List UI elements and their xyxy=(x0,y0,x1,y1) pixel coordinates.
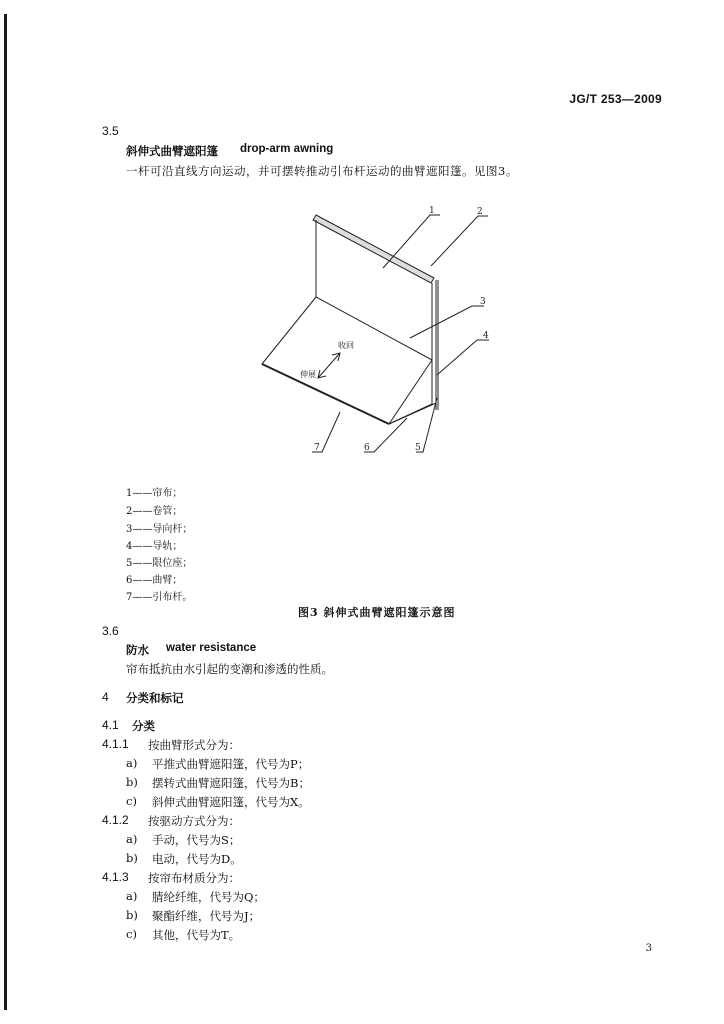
section-4-number: 4 xyxy=(102,690,109,704)
list-item-text: 腈纶纤维，代号为Q； xyxy=(152,890,265,904)
figure-label-6: 6 xyxy=(364,443,370,453)
list-item-text: 斜伸式曲臂遮阳篷，代号为X。 xyxy=(152,795,310,809)
section-3-5-title-cn: 斜伸式曲臂遮阳篷 xyxy=(126,144,218,158)
standard-code: JG/T 253—2009 xyxy=(569,92,662,106)
list-item-label: a) xyxy=(126,832,138,846)
figure-label-5: 5 xyxy=(415,443,421,453)
list-item-text: 手动，代号为S； xyxy=(152,833,241,847)
section-4-1-3-number: 4.1.3 xyxy=(102,870,129,884)
figure-key-5: 5——限位座； xyxy=(126,558,193,569)
list-item-text: 聚酯纤维，代号为J； xyxy=(152,909,261,923)
section-3-5-number: 3.5 xyxy=(102,124,119,138)
list-item-text: 其他，代号为T。 xyxy=(152,928,241,942)
list-item-text: 电动，代号为D。 xyxy=(152,852,242,866)
list-item-label: a) xyxy=(126,889,138,903)
list-item-label: b) xyxy=(126,908,138,922)
figure-key-6: 6——曲臂； xyxy=(126,575,183,586)
list-item-label: b) xyxy=(126,775,138,789)
section-4-1-title: 分类 xyxy=(132,719,155,733)
list-item-label: c) xyxy=(126,794,137,808)
figure-key-1: 1——帘布； xyxy=(126,488,183,499)
list-item-label: a) xyxy=(126,756,138,770)
section-3-5-definition: 一杆可沿直线方向运动，并可摆转推动引布杆运动的曲臂遮阳篷。见图3。 xyxy=(126,164,518,178)
section-3-5-title-en: drop-arm awning xyxy=(240,143,334,155)
page-number: 3 xyxy=(645,943,652,954)
figure-3-caption: 图3 斜伸式曲臂遮阳篷示意图 xyxy=(298,606,456,619)
section-4-1-2-title: 按驱动方式分为： xyxy=(148,814,240,828)
section-4-1-2-number: 4.1.2 xyxy=(102,813,129,827)
figure-label-3: 3 xyxy=(480,297,486,307)
arrow-retract-label: 收回 xyxy=(338,341,354,350)
section-4-1-1-number: 4.1.1 xyxy=(102,737,129,751)
figure-label-1: 1 xyxy=(429,206,435,216)
figure-3-diagram xyxy=(250,200,500,462)
section-3-6-number: 3.6 xyxy=(102,624,119,638)
figure-label-2: 2 xyxy=(477,207,483,217)
section-4-1-1-title: 按曲臂形式分为： xyxy=(148,738,240,752)
section-3-6-title-en: water resistance xyxy=(166,642,257,654)
section-4-1-number: 4.1 xyxy=(102,718,119,732)
figure-key-2: 2——卷管； xyxy=(126,506,183,517)
figure-key-3: 3——导向杆； xyxy=(126,524,193,535)
section-3-6-title-cn: 防水 xyxy=(126,643,149,657)
section-4-1-3-title: 按帘布材质分为： xyxy=(148,871,240,885)
figure-label-7: 7 xyxy=(314,443,320,453)
list-item-label: c) xyxy=(126,927,137,941)
list-item-text: 摆转式曲臂遮阳篷，代号为B； xyxy=(152,776,310,790)
figure-key-7: 7——引布杆。 xyxy=(126,592,193,603)
figure-label-4: 4 xyxy=(483,331,489,341)
list-item-text: 平推式曲臂遮阳篷，代号为P； xyxy=(152,757,310,771)
section-4-title: 分类和标记 xyxy=(126,691,184,705)
figure-key-4: 4——导轨； xyxy=(126,541,183,552)
scan-edge xyxy=(4,14,7,1010)
list-item-label: b) xyxy=(126,851,138,865)
arrow-extend-label: 伸展 xyxy=(300,370,316,379)
section-3-6-definition: 帘布抵抗由水引起的变潮和渗透的性质。 xyxy=(126,662,333,676)
